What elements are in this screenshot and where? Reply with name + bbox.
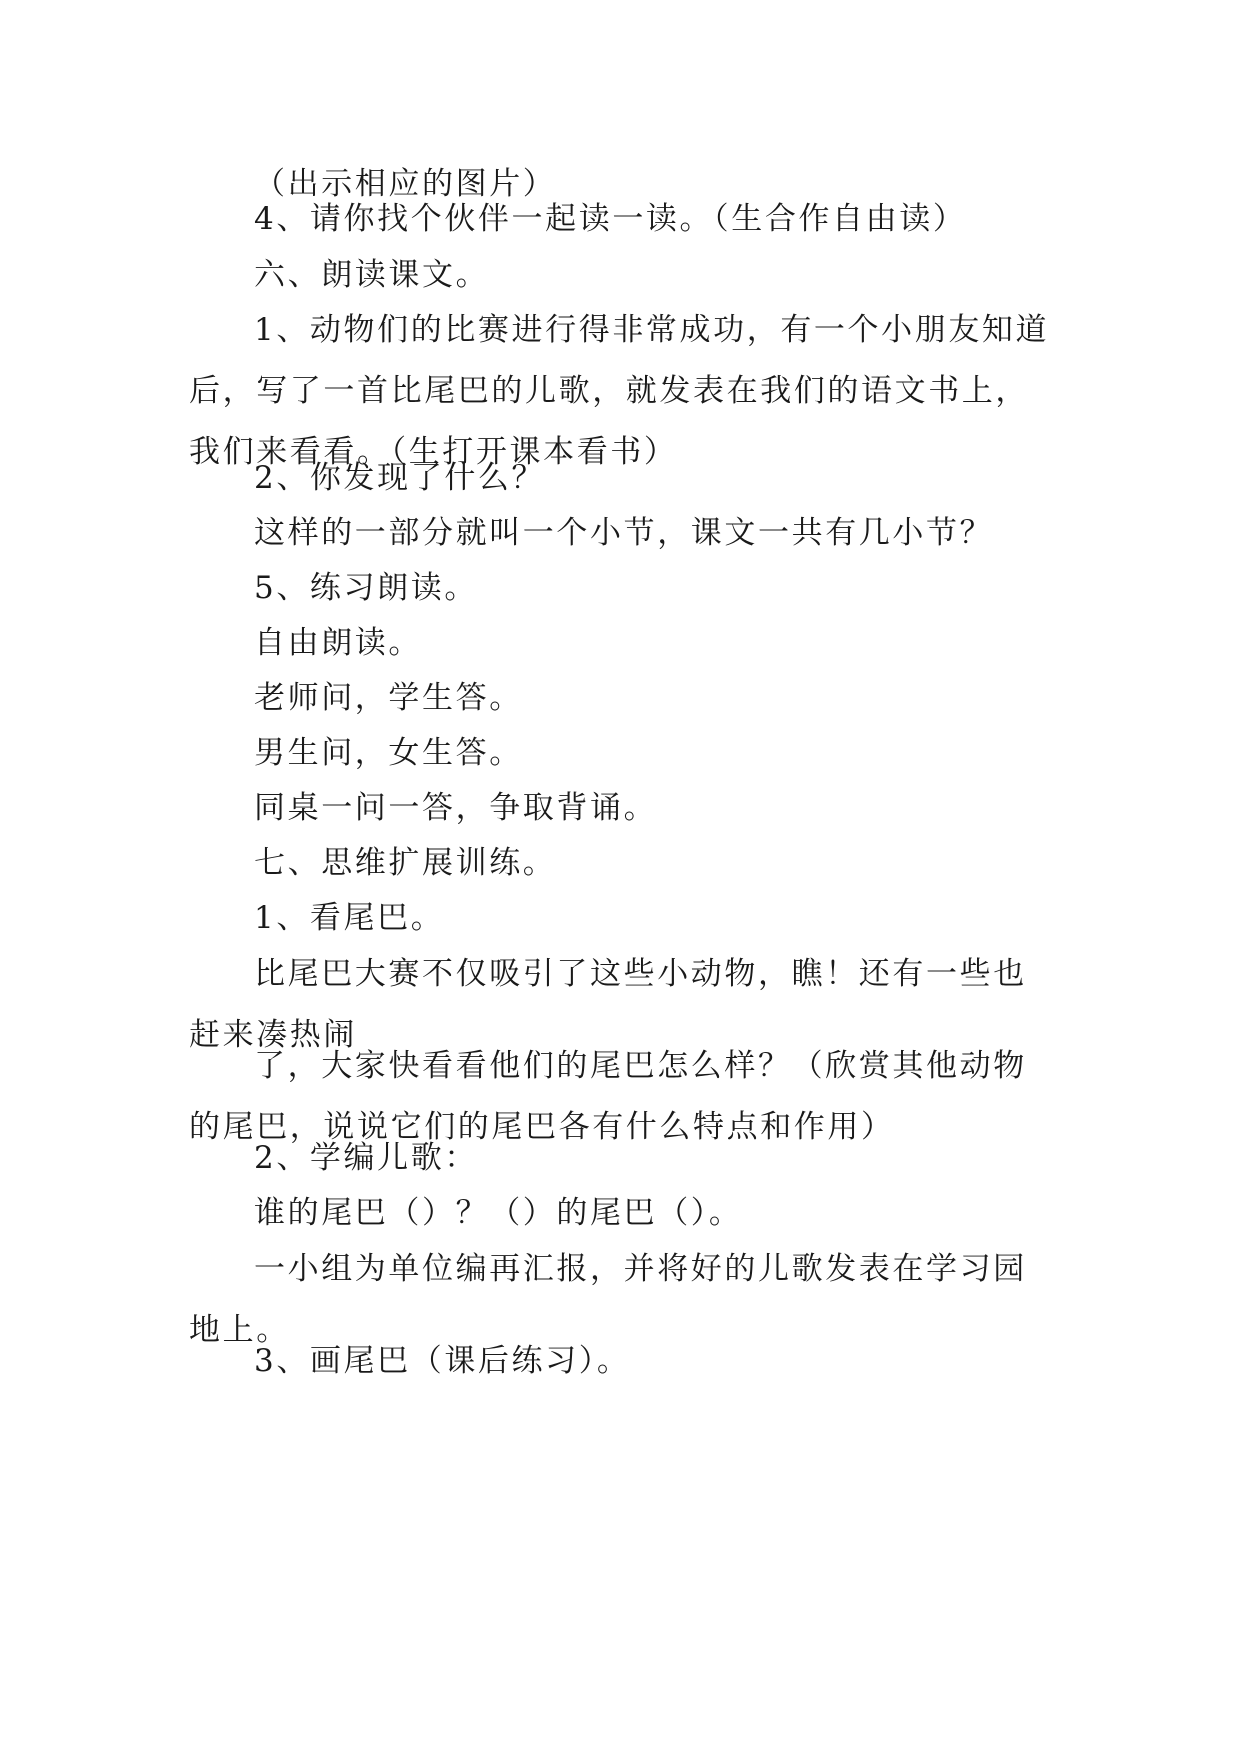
paragraph-5: 2、你发现了什么？: [254, 460, 546, 496]
paragraph-15: 了，大家快看看他们的尾巴怎么样？（欣赏其他动物的尾巴，说说它们的尾巴各有什么特点和作用）: [189, 1048, 1027, 1145]
paragraph-9: 老师问，学生答。: [254, 680, 523, 716]
paragraph-1: （出示相应的图片）: [254, 166, 557, 202]
paragraph-8: 自由朗读。: [254, 625, 422, 661]
paragraph-14: 比尾巴大赛不仅吸引了这些小动物，瞧！还有一些也赶来凑热闹: [189, 956, 1027, 1053]
paragraph-18: 一小组为单位编再汇报，并将好的儿歌发表在学习园地上。: [189, 1251, 1027, 1348]
paragraph-12: 七、思维扩展训练。: [254, 845, 557, 881]
paragraph-16: 2、学编儿歌：: [254, 1140, 478, 1176]
paragraph-17: 谁的尾巴（）？（）的尾巴（）。: [254, 1195, 743, 1231]
paragraph-7: 5、练习朗读。: [254, 570, 478, 606]
paragraph-19: 3、画尾巴（课后练习）。: [254, 1343, 631, 1379]
paragraph-2: 4、请你找个伙伴一起读一读。（生合作自由读）: [254, 201, 967, 237]
paragraph-3: 六、朗读课文。: [254, 257, 490, 293]
paragraph-10: 男生问，女生答。: [254, 735, 523, 771]
paragraph-6: 这样的一部分就叫一个小节，课文一共有几小节？: [254, 515, 994, 551]
paragraph-13: 1、看尾巴。: [254, 900, 445, 936]
paragraph-11: 同桌一问一答，争取背诵。: [254, 790, 658, 826]
paragraph-4: 1、动物们的比赛进行得非常成功，有一个小朋友知道后，写了一首比尾巴的儿歌，就发表在我们的语文书上，我们来看看。（生打开课本看书）: [189, 312, 1050, 470]
